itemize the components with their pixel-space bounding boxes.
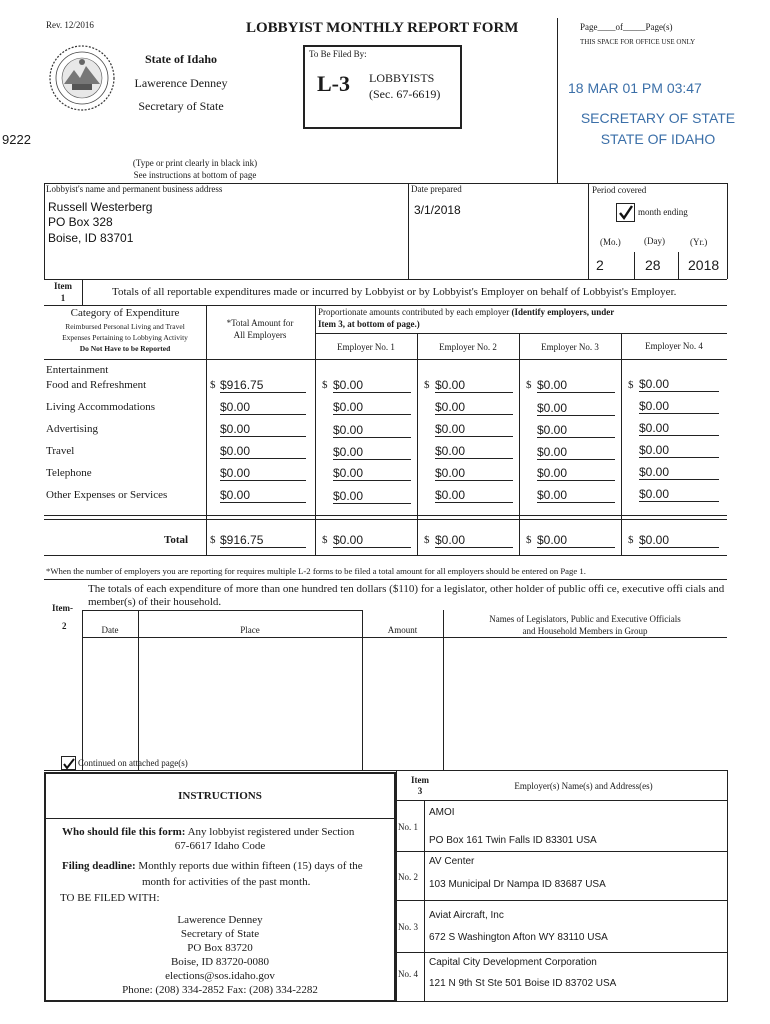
form-title: LOBBYIST MONTHLY REPORT FORM: [246, 20, 519, 36]
dollar-sign: $: [210, 379, 216, 391]
employer-1-number: No. 1: [398, 822, 418, 832]
other-employer-1-field[interactable]: $0.00: [333, 488, 411, 504]
filing-office-email[interactable]: elections@sos.idaho.gov: [165, 970, 275, 982]
office-use-label: THIS SPACE FOR OFFICE USE ONLY: [580, 38, 696, 46]
telephone-total-field[interactable]: $0.00: [220, 465, 306, 481]
employer-3-number: No. 3: [398, 922, 418, 932]
checkmark-icon: [62, 758, 75, 770]
travel-employer-1-field[interactable]: $0.00: [333, 444, 411, 460]
other-employer-3-field[interactable]: $0.00: [537, 487, 615, 503]
dollar-sign: $: [526, 379, 532, 391]
telephone-employer-4-field[interactable]: $0.00: [639, 464, 719, 480]
margin-number: 9222: [2, 132, 31, 147]
item2-label: Item-: [52, 603, 73, 613]
category-note-3: Do Not Have to be Reported: [79, 344, 171, 353]
living-total-field[interactable]: $0.00: [220, 399, 306, 415]
employer-1-address[interactable]: PO Box 161 Twin Falls ID 83301 USA: [429, 835, 597, 846]
employer-2-header: Employer No. 2: [439, 342, 497, 352]
item3-header: Employer(s) Name(s) and Address(es): [514, 781, 653, 791]
filing-office-title: Secretary of State: [180, 928, 260, 940]
names-column-header-2: and Household Members in Group: [522, 626, 648, 636]
employer-4-header: Employer No. 4: [645, 341, 703, 351]
food-employer-1-field[interactable]: $0.00: [333, 377, 411, 393]
travel-total-field[interactable]: $0.00: [220, 443, 306, 459]
period-month-field[interactable]: 2: [596, 257, 604, 273]
lobbyist-name-field[interactable]: Russell Westerberg: [48, 200, 153, 214]
filed-with-label: TO BE FILED WITH:: [60, 892, 160, 904]
received-stamp-office: SECRETARY OF STATE: [580, 110, 736, 126]
employer-footnote: *When the number of employers you are reporting for requires multiple L-2 forms to be filed a total amount for all employers should be entered on Page 1.: [46, 566, 586, 576]
travel-employer-2-field[interactable]: $0.00: [435, 443, 513, 459]
travel-employer-3-field[interactable]: $0.00: [537, 444, 615, 460]
category-travel-label: Travel: [46, 445, 75, 457]
advertising-employer-3-field[interactable]: $0.00: [537, 422, 615, 438]
date-column-header: Date: [101, 625, 119, 635]
page-count-label: Page____of_____Page(s): [580, 22, 673, 32]
filing-office-city: Boise, ID 83720-0080: [170, 956, 270, 968]
who-should-file: Who should file this form: Any lobbyist registered under Section: [62, 826, 355, 838]
advertising-employer-1-field[interactable]: $0.00: [333, 422, 411, 438]
continued-checkbox[interactable]: [61, 756, 76, 770]
living-employer-4-field[interactable]: $0.00: [639, 398, 719, 414]
advertising-total-field[interactable]: $0.00: [220, 421, 306, 437]
travel-employer-4-field[interactable]: $0.00: [639, 442, 719, 458]
form-code-box: [303, 45, 462, 129]
item3-number: 3: [417, 786, 423, 796]
checkmark-icon: [617, 204, 634, 221]
food-total-field[interactable]: $916.75: [220, 377, 306, 393]
employer-2-number: No. 2: [398, 872, 418, 882]
received-stamp-state: STATE OF IDAHO: [600, 131, 716, 147]
period-year-field[interactable]: 2018: [688, 257, 720, 273]
office-use-divider: [557, 18, 558, 184]
received-stamp-date: 18 MAR 01 PM 03:47: [568, 80, 702, 96]
filing-office-name: Lawerence Denney: [177, 914, 263, 926]
secretary-title: Secretary of State: [138, 99, 224, 113]
dollar-sign: $: [424, 379, 430, 391]
employer-4-number: No. 4: [398, 969, 418, 979]
filing-office-phone: Phone: (208) 334-2852 Fax: (208) 334-2282: [122, 984, 318, 996]
item1-label: Item: [54, 281, 72, 291]
total-amount-header-2: All Employers: [233, 330, 287, 340]
category-note-1: Reimbursed Personal Living and Travel: [65, 322, 185, 331]
food-employer-4-field[interactable]: $0.00: [639, 376, 719, 392]
amount-column-header: Amount: [387, 625, 418, 635]
food-employer-3-field[interactable]: $0.00: [537, 377, 615, 393]
instructions-title: INSTRUCTIONS: [178, 790, 262, 802]
category-header: Category of Expenditure: [70, 307, 180, 319]
state-seal-icon: [48, 44, 116, 112]
category-entertainment-label: Entertainment: [46, 364, 109, 376]
ink-note: (Type or print clearly in black ink): [132, 158, 258, 168]
month-ending-checkbox[interactable]: [616, 203, 635, 222]
advertising-employer-2-field[interactable]: $0.00: [435, 421, 513, 437]
day-label: (Day): [644, 236, 665, 246]
employer-4-address[interactable]: 121 N 9th St Ste 501 Boise ID 83702 USA: [429, 978, 617, 989]
employer-3-name[interactable]: Aviat Aircraft, Inc: [429, 910, 504, 921]
instructions-note: See instructions at bottom of page: [133, 170, 257, 180]
filing-deadline: Filing deadline: Monthly reports due within fifteen (15) days of the: [62, 860, 363, 872]
total-employer-1-field[interactable]: $0.00: [333, 532, 411, 548]
period-covered-label: Period covered: [592, 185, 647, 195]
dollar-sign: $: [424, 534, 430, 546]
total-employer-3-field[interactable]: $0.00: [537, 532, 615, 548]
living-employer-3-field[interactable]: $0.00: [537, 400, 615, 416]
telephone-employer-3-field[interactable]: $0.00: [537, 465, 615, 481]
proportionate-header-2: Item 3, at bottom of page.): [318, 319, 420, 329]
telephone-employer-1-field[interactable]: $0.00: [333, 465, 411, 481]
employer-2-address[interactable]: 103 Municipal Dr Nampa ID 83687 USA: [429, 879, 606, 890]
continued-label: Continued on attached page(s): [78, 758, 188, 768]
employer-1-name[interactable]: AMOI: [429, 807, 455, 818]
employer-3-header: Employer No. 3: [541, 342, 599, 352]
section-ref: (Sec. 67-6619): [369, 87, 441, 101]
total-employer-2-field[interactable]: $0.00: [435, 532, 513, 548]
revision-label: Rev. 12/2016: [46, 20, 94, 30]
category-note-2: Expenses Pertaining to Lobbying Activity: [62, 333, 188, 342]
dollar-sign: $: [322, 379, 328, 391]
item1-number: 1: [60, 293, 66, 303]
dollar-sign: $: [628, 379, 634, 391]
other-employer-2-field[interactable]: $0.00: [435, 487, 513, 503]
lobbyist-address-line2[interactable]: Boise, ID 83701: [48, 231, 134, 245]
employer-1-header: Employer No. 1: [337, 342, 395, 352]
names-column-header-1: Names of Legislators, Public and Executive Officials: [489, 614, 681, 624]
category-living-label: Living Accommodations: [46, 401, 156, 413]
filed-by-label: To Be Filed By:: [309, 49, 367, 59]
place-entry-area[interactable]: [139, 638, 361, 758]
item2-description: The totals of each expenditure of more than one hundred ten dollars ($110) for a legislator, other holder of public offi ce, executive offi cials and member(s) of their household.: [88, 583, 725, 608]
category-advertising-label: Advertising: [46, 423, 98, 435]
year-label: (Yr.): [690, 237, 708, 247]
date-prepared-label: Date prepared: [411, 184, 462, 194]
category-food-label: Food and Refreshment: [46, 379, 147, 391]
employer-3-address[interactable]: 672 S Washington Afton WY 83110 USA: [429, 932, 608, 943]
living-employer-2-field[interactable]: $0.00: [435, 399, 513, 415]
names-entry-area[interactable]: [444, 638, 726, 768]
other-total-field[interactable]: $0.00: [220, 487, 306, 503]
item1-description: Totals of all reportable expenditures made or incurred by Lobbyist or by Lobbyist's Employer on behalf of Lobbyist's Employer.: [112, 286, 677, 298]
dollar-sign: $: [322, 534, 328, 546]
item3-label: Item: [411, 775, 429, 785]
proportionate-header-1: Proportionate amounts contributed by each employer (Identify employers, under: [318, 307, 615, 317]
living-employer-1-field[interactable]: $0.00: [333, 399, 411, 415]
advertising-employer-4-field[interactable]: $0.00: [639, 420, 719, 436]
date-prepared-field[interactable]: 3/1/2018: [414, 203, 461, 217]
other-employer-4-field[interactable]: $0.00: [639, 486, 719, 502]
lobbyist-address-label: Lobbyist's name and permanent business address: [46, 184, 223, 194]
grand-total-field[interactable]: $916.75: [220, 532, 306, 548]
dollar-sign: $: [210, 534, 216, 546]
lobbyist-address-line1[interactable]: PO Box 328: [48, 215, 113, 229]
filing-deadline-2: month for activities of the past month.: [142, 876, 311, 888]
form-code: L-3: [317, 71, 350, 96]
employer-4-name[interactable]: Capital City Development Corporation: [429, 957, 597, 968]
telephone-employer-2-field[interactable]: $0.00: [435, 465, 513, 481]
total-label: Total: [164, 534, 189, 546]
dollar-sign: $: [526, 534, 532, 546]
employer-2-name[interactable]: AV Center: [429, 856, 475, 867]
who-should-file-ref: 67-6617 Idaho Code: [174, 840, 266, 852]
dollar-sign: $: [628, 534, 634, 546]
category-other-label: Other Expenses or Services: [46, 489, 168, 501]
category-telephone-label: Telephone: [46, 467, 92, 479]
month-ending-label: month ending: [638, 207, 688, 217]
month-label: (Mo.): [600, 237, 621, 247]
instructions-box: [44, 772, 396, 1002]
form-type: LOBBYISTS: [369, 71, 435, 85]
state-name: State of Idaho: [144, 52, 217, 66]
filing-office-po-box: PO Box 83720: [187, 942, 253, 954]
item2-number: 2: [62, 621, 67, 631]
total-amount-header-1: *Total Amount for: [226, 318, 294, 328]
place-column-header: Place: [240, 625, 260, 635]
total-employer-4-field[interactable]: $0.00: [639, 532, 719, 548]
period-day-field[interactable]: 28: [645, 257, 661, 273]
secretary-name: Lawerence Denney: [134, 76, 228, 90]
food-employer-2-field[interactable]: $0.00: [435, 377, 513, 393]
